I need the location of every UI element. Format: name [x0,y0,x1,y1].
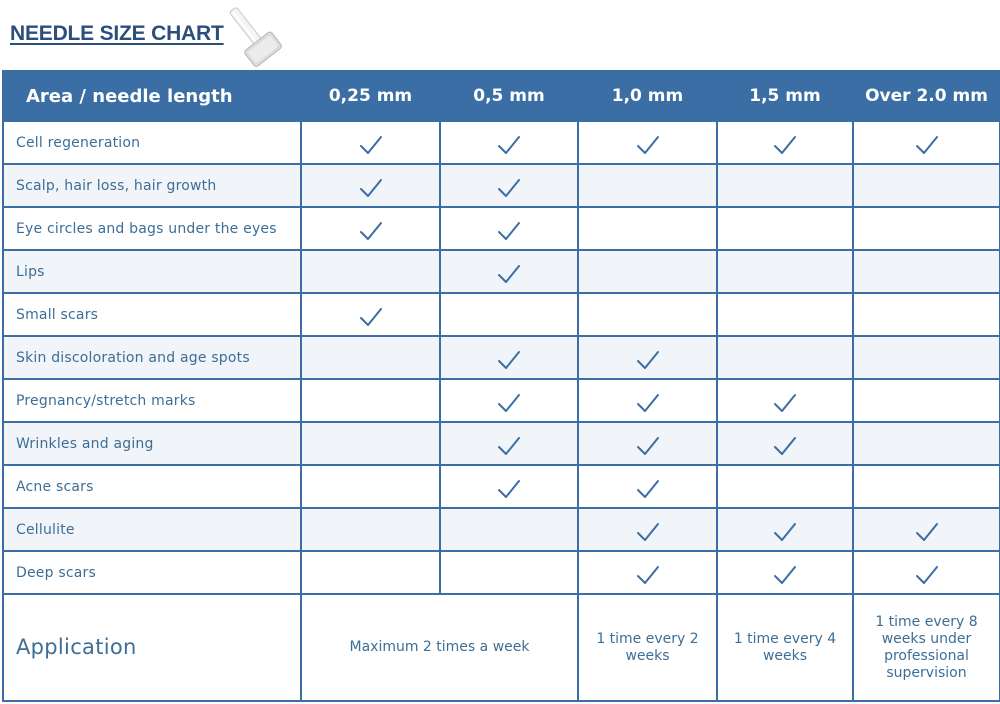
row-label: Lips [3,250,301,293]
needle-size-table [2,70,1000,702]
application-low: Maximum 2 times a week [301,594,578,701]
row-label: Cell regeneration [3,121,301,164]
table-row [3,207,1000,250]
table-row [3,293,1000,336]
check-cell [440,379,578,422]
checkmark-icon [497,393,521,413]
check-cell [717,336,853,379]
row-label: Wrinkles and aging [3,422,301,465]
table-row [3,508,1000,551]
row-label: Pregnancy/stretch marks [3,379,301,422]
check-cell [853,508,1000,551]
check-cell [717,164,853,207]
checkmark-icon [636,522,660,542]
check-cell [853,465,1000,508]
row-label: Skin discoloration and age spots [3,336,301,379]
check-cell [717,379,853,422]
check-cell [578,250,717,293]
checkmark-icon [773,135,797,155]
application-label: Application [3,594,301,701]
checkmark-icon [773,393,797,413]
check-cell [440,293,578,336]
row-label: Small scars [3,293,301,336]
check-cell [301,551,440,594]
check-cell [853,207,1000,250]
row-label: Cellulite [3,508,301,551]
row-label: Scalp, hair loss, hair growth [3,164,301,207]
check-cell [301,465,440,508]
check-cell [440,336,578,379]
table-row [3,551,1000,594]
header-15mm: 1,5 mm [717,71,853,121]
check-cell [578,336,717,379]
derma-roller-icon [218,4,290,68]
checkmark-icon [497,264,521,284]
checkmark-icon [915,522,939,542]
checkmark-icon [359,307,383,327]
check-cell [578,465,717,508]
checkmark-icon [359,178,383,198]
check-cell [853,379,1000,422]
check-cell [717,121,853,164]
check-cell [717,250,853,293]
table-row [3,121,1000,164]
check-cell [440,422,578,465]
checkmark-icon [359,221,383,241]
checkmark-icon [773,565,797,585]
check-cell [717,465,853,508]
table-row [3,164,1000,207]
check-cell [301,422,440,465]
check-cell [301,379,440,422]
check-cell [440,250,578,293]
row-label: Eye circles and bags under the eyes [3,207,301,250]
check-cell [578,422,717,465]
check-cell [717,422,853,465]
checkmark-icon [636,350,660,370]
table-row [3,250,1000,293]
check-cell [578,379,717,422]
check-cell [717,293,853,336]
checkmark-icon [773,436,797,456]
checkmark-icon [636,565,660,585]
header-025mm: 0,25 mm [301,71,440,121]
checkmark-icon [636,436,660,456]
application-high: 1 time every 4 weeks [717,594,853,701]
table-row [3,379,1000,422]
check-cell [578,551,717,594]
check-cell [440,508,578,551]
table-row [3,422,1000,465]
checkmark-icon [915,135,939,155]
checkmark-icon [497,221,521,241]
check-cell [853,164,1000,207]
check-cell [440,465,578,508]
header-10mm: 1,0 mm [578,71,717,121]
header-05mm: 0,5 mm [440,71,578,121]
check-cell [717,207,853,250]
checkmark-icon [497,479,521,499]
check-cell [301,250,440,293]
table-row [3,336,1000,379]
application-mid: 1 time every 2 weeks [578,594,717,701]
check-cell [853,293,1000,336]
check-cell [853,551,1000,594]
check-cell [301,164,440,207]
check-cell [440,164,578,207]
checkmark-icon [636,393,660,413]
checkmark-icon [636,135,660,155]
header-area: Area / needle length [3,71,301,121]
checkmark-icon [773,522,797,542]
checkmark-icon [497,135,521,155]
header-over-20mm: Over 2.0 mm [853,71,1000,121]
check-cell [440,121,578,164]
checkmark-icon [497,436,521,456]
check-cell [578,207,717,250]
checkmark-icon [915,565,939,585]
checkmark-icon [359,135,383,155]
check-cell [578,508,717,551]
table-header-row [3,71,1000,121]
check-cell [578,293,717,336]
check-cell [578,121,717,164]
check-cell [853,336,1000,379]
check-cell [301,207,440,250]
check-cell [440,207,578,250]
checkmark-icon [497,178,521,198]
check-cell [717,508,853,551]
checkmark-icon [636,479,660,499]
check-cell [717,551,853,594]
application-row [3,594,1000,701]
check-cell [301,293,440,336]
check-cell [301,336,440,379]
table-row [3,465,1000,508]
row-label: Deep scars [3,551,301,594]
application-pro: 1 time every 8 weeks under professional supervision [853,594,1000,701]
check-cell [853,250,1000,293]
check-cell [301,508,440,551]
check-cell [440,551,578,594]
check-cell [853,422,1000,465]
row-label: Acne scars [3,465,301,508]
check-cell [853,121,1000,164]
checkmark-icon [497,350,521,370]
check-cell [578,164,717,207]
page-title: NEEDLE SIZE CHART [10,22,224,45]
check-cell [301,121,440,164]
